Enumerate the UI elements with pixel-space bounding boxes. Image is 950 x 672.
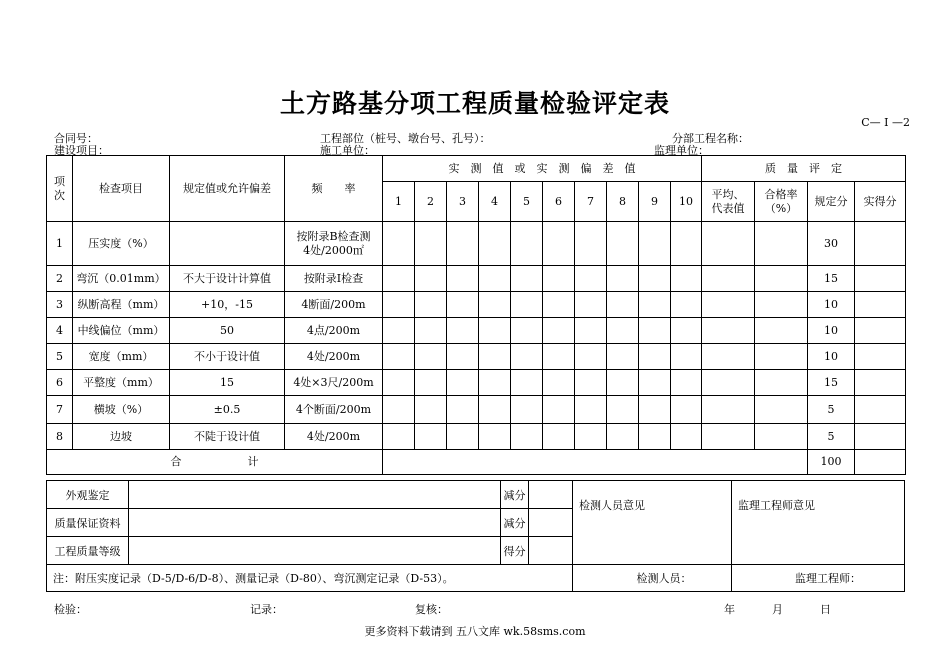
header-col-6: 6 (543, 182, 575, 222)
header-pass-rate: 合格率（%） (755, 182, 808, 222)
header-col-7: 7 (575, 182, 607, 222)
form-code: C— I —2 (861, 116, 910, 129)
table-row (47, 292, 906, 318)
header-col-9: 9 (639, 182, 671, 222)
row-item: 平整度（mm） (73, 370, 170, 396)
table-row (47, 222, 906, 266)
quality-docs-deduct-field[interactable] (529, 509, 573, 537)
row-score: 30 (808, 222, 855, 266)
appearance-deduct-label: 减分 (501, 481, 529, 509)
row-item: 中线偏位（mm） (73, 318, 170, 344)
quality-grade-field[interactable] (129, 537, 501, 565)
row-tolerance (170, 222, 285, 266)
row-item: 横坡（%） (73, 396, 170, 424)
appearance-field[interactable] (129, 481, 501, 509)
supervisor-unit-label: 监理单位： (654, 144, 709, 157)
day-label: 日 (820, 603, 831, 616)
row-frequency: 4处×3尺/200m (285, 370, 383, 396)
page-title: 土方路基分项工程质量检验评定表 (279, 89, 670, 118)
row-frequency: 4个断面/200m (285, 396, 383, 424)
total-score: 100 (808, 450, 855, 475)
engineer-opinion: 监理工程师意见 (732, 481, 905, 565)
score-field[interactable] (529, 537, 573, 565)
month-label: 月 (772, 603, 783, 616)
row-item: 弯沉（0.01mm） (73, 266, 170, 292)
row-tolerance: ±0.5 (170, 396, 285, 424)
review-label: 复核： (415, 603, 448, 616)
header-spec-score: 规定分 (808, 182, 855, 222)
score-label: 得分 (501, 537, 529, 565)
row-frequency: 按附录B检查测 4处/2000㎡ (285, 222, 383, 266)
quality-docs-deduct-label: 减分 (501, 509, 529, 537)
row-frequency: 4断面/200m (285, 292, 383, 318)
quality-docs-field[interactable] (129, 509, 501, 537)
appearance-deduct-field[interactable] (529, 481, 573, 509)
row-tolerance: +10，-15 (170, 292, 285, 318)
header-average: 平均、代表值 (702, 182, 755, 222)
engineer-signature: 监理工程师： (732, 565, 905, 592)
row-item: 宽度（mm） (73, 344, 170, 370)
row-frequency: 4处/200m (285, 424, 383, 450)
row-tolerance: 不大于设计计算值 (170, 266, 285, 292)
sub-project-label: 分部工程名称： (672, 132, 749, 145)
row-no: 3 (47, 292, 73, 318)
check-label: 检验： (54, 603, 87, 616)
row-no: 7 (47, 396, 73, 424)
evaluation-table (46, 480, 905, 592)
row-score: 10 (808, 292, 855, 318)
construction-project-label: 建设项目： (54, 144, 109, 157)
record-label: 记录： (250, 603, 283, 616)
row-score: 5 (808, 396, 855, 424)
row-score: 15 (808, 370, 855, 396)
table-row (47, 266, 906, 292)
header-item-no: 项次 (47, 156, 73, 222)
header-col-10: 10 (671, 182, 702, 222)
row-tolerance: 不小于设计值 (170, 344, 285, 370)
row-score: 5 (808, 424, 855, 450)
row-no: 8 (47, 424, 73, 450)
table-row (47, 370, 906, 396)
row-no: 4 (47, 318, 73, 344)
contract-no-label: 合同号： (54, 132, 98, 145)
total-label: 合 计 (47, 450, 383, 475)
header-col-4: 4 (479, 182, 511, 222)
header-actual-score: 实得分 (855, 182, 906, 222)
inspector-signature: 检测人员： (573, 565, 732, 592)
row-item: 压实度（%） (73, 222, 170, 266)
quality-grade-label: 工程质量等级 (47, 537, 129, 565)
header-col-3: 3 (447, 182, 479, 222)
row-tolerance: 50 (170, 318, 285, 344)
row-no: 2 (47, 266, 73, 292)
row-tolerance: 15 (170, 370, 285, 396)
table-row (47, 318, 906, 344)
row-item: 边坡 (73, 424, 170, 450)
header-col-5: 5 (511, 182, 543, 222)
header-tolerance: 规定值或允许偏差 (170, 156, 285, 222)
row-item: 纵断高程（mm） (73, 292, 170, 318)
source-link[interactable]: 更多资料下载请到 五八文库 wk.58sms.com (364, 625, 586, 638)
header-measured: 实 测 值 或 实 测 偏 差 值 (383, 156, 702, 182)
row-score: 10 (808, 318, 855, 344)
inspector-opinion: 检测人员意见 (573, 481, 732, 565)
project-part-label: 工程部位（桩号、墩台号、孔号）： (320, 132, 491, 145)
inspection-table (46, 155, 906, 475)
header-col-2: 2 (415, 182, 447, 222)
row-no: 5 (47, 344, 73, 370)
row-frequency: 按附录Ⅰ检查 (285, 266, 383, 292)
header-check-item: 检查项目 (73, 156, 170, 222)
total-row (47, 450, 906, 475)
row-score: 10 (808, 344, 855, 370)
row-no: 1 (47, 222, 73, 266)
header-frequency: 频 率 (285, 156, 383, 222)
table-row (47, 344, 906, 370)
quality-docs-label: 质量保证资料 (47, 509, 129, 537)
contractor-label: 施工单位： (320, 144, 375, 157)
header-col-1: 1 (383, 182, 415, 222)
row-frequency: 4点/200m (285, 318, 383, 344)
header-col-8: 8 (607, 182, 639, 222)
table-row (47, 424, 906, 450)
note-text: 注：附压实度记录（D-5/D-6/D-8）、测量记录（D-80）、弯沉测定记录（D-53）。 (47, 565, 573, 592)
row-tolerance: 不陡于设计值 (170, 424, 285, 450)
header-quality: 质 量 评 定 (702, 156, 906, 182)
year-label: 年 (724, 603, 735, 616)
row-score: 15 (808, 266, 855, 292)
appearance-label: 外观鉴定 (47, 481, 129, 509)
table-row (47, 396, 906, 424)
row-no: 6 (47, 370, 73, 396)
row-frequency: 4处/200m (285, 344, 383, 370)
